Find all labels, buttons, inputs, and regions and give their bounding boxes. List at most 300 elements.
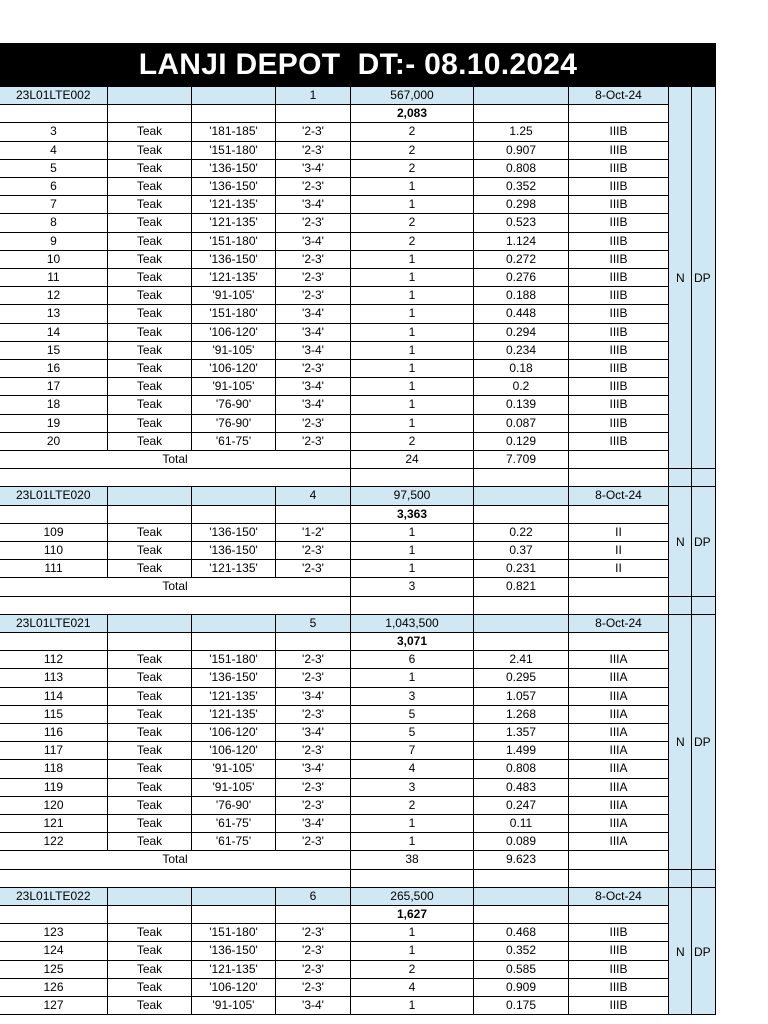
lot-price: 97,500 <box>351 487 474 505</box>
cell-volume: 0.352 <box>474 178 569 196</box>
lot-index: 1 <box>276 87 351 105</box>
cell-quality: IIIB <box>569 342 669 360</box>
cell-serial: 118 <box>0 760 108 778</box>
cell-pieces: 4 <box>351 760 474 778</box>
cell-serial: 127 <box>0 997 108 1015</box>
blank-cell <box>108 105 192 123</box>
cell-serial: 11 <box>0 269 108 287</box>
cell-pieces: 5 <box>351 706 474 724</box>
blank-cell <box>569 506 669 524</box>
cell-quality: IIIB <box>569 396 669 414</box>
table-row <box>0 924 716 942</box>
cell-girth-class: '136-150' <box>192 251 276 269</box>
cell-species: Teak <box>108 942 192 960</box>
cell-girth-class: '151-180' <box>192 924 276 942</box>
cell-volume: 0.18 <box>474 360 569 378</box>
cell-pieces: 2 <box>351 233 474 251</box>
cell-pieces: 1 <box>351 396 474 414</box>
cell-girth-class: '106-120' <box>192 742 276 760</box>
cell-serial: 14 <box>0 324 108 342</box>
cell-length-class: '1-2' <box>276 524 351 542</box>
total-row <box>0 851 716 869</box>
cell-length-class: '2-3' <box>276 269 351 287</box>
cell-species: Teak <box>108 833 192 851</box>
total-volume: 0.821 <box>474 578 569 596</box>
cell-species: Teak <box>108 360 192 378</box>
cell-quality: IIIB <box>569 233 669 251</box>
blank-cell <box>474 906 569 924</box>
table-row <box>0 233 716 251</box>
cell-serial: 12 <box>0 287 108 305</box>
cell-pieces: 1 <box>351 305 474 323</box>
cell-serial: 18 <box>0 396 108 414</box>
blank-cell <box>351 597 474 615</box>
side-dp-blank <box>692 469 716 487</box>
cell-length-class: '3-4' <box>276 378 351 396</box>
cell-serial: 115 <box>0 706 108 724</box>
rate-row <box>0 506 716 524</box>
total-label: Total <box>0 451 351 469</box>
blank-cell <box>108 906 192 924</box>
blank-cell <box>474 888 569 906</box>
table-row <box>0 797 716 815</box>
cell-pieces: 2 <box>351 797 474 815</box>
cell-serial: 19 <box>0 415 108 433</box>
blank-cell <box>474 633 569 651</box>
cell-quality: IIIA <box>569 706 669 724</box>
total-volume: 9.623 <box>474 851 569 869</box>
cell-species: Teak <box>108 378 192 396</box>
total-pieces: 3 <box>351 578 474 596</box>
table-row <box>0 415 716 433</box>
cell-girth-class: '151-180' <box>192 305 276 323</box>
cell-serial: 125 <box>0 961 108 979</box>
cell-pieces: 4 <box>351 979 474 997</box>
cell-species: Teak <box>108 779 192 797</box>
table-row <box>0 979 716 997</box>
rate-row <box>0 633 716 651</box>
cell-serial: 10 <box>0 251 108 269</box>
cell-quality: II <box>569 560 669 578</box>
cell-volume: 0.087 <box>474 415 569 433</box>
cell-species: Teak <box>108 396 192 414</box>
lot-number: 23L01LTE022 <box>0 888 108 906</box>
cell-pieces: 1 <box>351 542 474 560</box>
cell-species: Teak <box>108 924 192 942</box>
cell-pieces: 1 <box>351 997 474 1015</box>
lot-date: 8-Oct-24 <box>569 615 669 633</box>
lot-price: 1,043,500 <box>351 615 474 633</box>
table-row <box>0 560 716 578</box>
lot-number: 23L01LTE002 <box>0 87 108 105</box>
table-row <box>0 760 716 778</box>
blank-cell <box>474 469 569 487</box>
lot-rate: 3,071 <box>351 633 474 651</box>
cell-length-class: '2-3' <box>276 833 351 851</box>
cell-pieces: 1 <box>351 833 474 851</box>
cell-quality: IIIA <box>569 651 669 669</box>
table-row <box>0 178 716 196</box>
blank-cell <box>192 87 276 105</box>
rate-row <box>0 105 716 123</box>
cell-quality: IIIB <box>569 979 669 997</box>
total-row <box>0 451 716 469</box>
cell-pieces: 1 <box>351 524 474 542</box>
blank-cell <box>108 633 192 651</box>
blank-cell <box>108 487 192 505</box>
cell-pieces: 2 <box>351 160 474 178</box>
cell-girth-class: '61-75' <box>192 433 276 451</box>
cell-pieces: 1 <box>351 269 474 287</box>
cell-girth-class: '106-120' <box>192 979 276 997</box>
blank-cell <box>192 506 276 524</box>
cell-pieces: 1 <box>351 251 474 269</box>
cell-pieces: 2 <box>351 123 474 141</box>
cell-serial: 15 <box>0 342 108 360</box>
lot-date: 8-Oct-24 <box>569 87 669 105</box>
blank-cell <box>0 506 108 524</box>
total-pieces: 24 <box>351 451 474 469</box>
lot-index: 4 <box>276 487 351 505</box>
cell-serial: 7 <box>0 196 108 214</box>
blank-cell <box>569 851 669 869</box>
cell-volume: 0.247 <box>474 797 569 815</box>
blank-cell <box>569 105 669 123</box>
blank-cell <box>108 615 192 633</box>
cell-volume: 0.298 <box>474 196 569 214</box>
blank-cell <box>474 487 569 505</box>
cell-quality: IIIB <box>569 123 669 141</box>
cell-girth-class: '91-105' <box>192 760 276 778</box>
cell-length-class: '2-3' <box>276 542 351 560</box>
cell-pieces: 1 <box>351 669 474 687</box>
cell-species: Teak <box>108 997 192 1015</box>
cell-length-class: '3-4' <box>276 724 351 742</box>
cell-girth-class: '136-150' <box>192 524 276 542</box>
cell-girth-class: '136-150' <box>192 542 276 560</box>
cell-girth-class: '61-75' <box>192 815 276 833</box>
cell-length-class: '2-3' <box>276 669 351 687</box>
cell-girth-class: '151-180' <box>192 142 276 160</box>
lot-rate: 3,363 <box>351 506 474 524</box>
cell-quality: IIIB <box>569 942 669 960</box>
cell-length-class: '3-4' <box>276 324 351 342</box>
cell-girth-class: '76-90' <box>192 415 276 433</box>
cell-girth-class: '121-135' <box>192 196 276 214</box>
cell-length-class: '2-3' <box>276 651 351 669</box>
blank-cell <box>276 105 351 123</box>
cell-serial: 3 <box>0 123 108 141</box>
cell-girth-class: '181-185' <box>192 123 276 141</box>
cell-quality: IIIB <box>569 961 669 979</box>
cell-serial: 111 <box>0 560 108 578</box>
cell-pieces: 1 <box>351 342 474 360</box>
blank-cell <box>569 906 669 924</box>
cell-serial: 113 <box>0 669 108 687</box>
cell-volume: 0.089 <box>474 833 569 851</box>
cell-species: Teak <box>108 706 192 724</box>
cell-species: Teak <box>108 233 192 251</box>
blank-cell <box>351 870 474 888</box>
cell-pieces: 1 <box>351 415 474 433</box>
table-row <box>0 214 716 232</box>
cell-length-class: '2-3' <box>276 433 351 451</box>
cell-volume: 0.448 <box>474 305 569 323</box>
table-row <box>0 160 716 178</box>
blank-cell <box>0 597 351 615</box>
cell-volume: 0.272 <box>474 251 569 269</box>
cell-length-class: '2-3' <box>276 924 351 942</box>
blank-cell <box>474 87 569 105</box>
cell-species: Teak <box>108 433 192 451</box>
cell-species: Teak <box>108 123 192 141</box>
lot-price: 567,000 <box>351 87 474 105</box>
cell-length-class: '2-3' <box>276 214 351 232</box>
cell-pieces: 5 <box>351 724 474 742</box>
table-row <box>0 324 716 342</box>
cell-volume: 0.483 <box>474 779 569 797</box>
cell-length-class: '3-4' <box>276 997 351 1015</box>
cell-species: Teak <box>108 305 192 323</box>
blank-cell <box>569 870 669 888</box>
cell-serial: 20 <box>0 433 108 451</box>
blank-cell <box>474 597 569 615</box>
cell-girth-class: '136-150' <box>192 160 276 178</box>
blank-cell <box>108 888 192 906</box>
cell-volume: 0.129 <box>474 433 569 451</box>
cell-quality: IIIA <box>569 815 669 833</box>
cell-volume: 0.808 <box>474 760 569 778</box>
cell-pieces: 2 <box>351 961 474 979</box>
blank-cell <box>108 87 192 105</box>
cell-girth-class: '136-150' <box>192 669 276 687</box>
cell-species: Teak <box>108 688 192 706</box>
table-row <box>0 542 716 560</box>
cell-length-class: '2-3' <box>276 142 351 160</box>
cell-serial: 120 <box>0 797 108 815</box>
blank-cell <box>474 506 569 524</box>
cell-quality: IIIB <box>569 433 669 451</box>
cell-species: Teak <box>108 797 192 815</box>
cell-length-class: '2-3' <box>276 779 351 797</box>
cell-girth-class: '91-105' <box>192 779 276 797</box>
cell-pieces: 1 <box>351 287 474 305</box>
cell-species: Teak <box>108 724 192 742</box>
cell-length-class: '2-3' <box>276 287 351 305</box>
lot-index: 5 <box>276 615 351 633</box>
cell-quality: IIIB <box>569 287 669 305</box>
table-row <box>0 724 716 742</box>
cell-serial: 123 <box>0 924 108 942</box>
cell-species: Teak <box>108 560 192 578</box>
table-row <box>0 305 716 323</box>
cell-pieces: 7 <box>351 742 474 760</box>
blank-cell <box>569 633 669 651</box>
cell-pieces: 6 <box>351 651 474 669</box>
cell-quality: IIIA <box>569 669 669 687</box>
cell-serial: 117 <box>0 742 108 760</box>
table-row <box>0 396 716 414</box>
cell-pieces: 1 <box>351 360 474 378</box>
lot-header-row <box>0 888 716 906</box>
cell-species: Teak <box>108 742 192 760</box>
cell-quality: IIIB <box>569 142 669 160</box>
cell-volume: 0.585 <box>474 961 569 979</box>
cell-pieces: 3 <box>351 688 474 706</box>
cell-length-class: '3-4' <box>276 396 351 414</box>
side-dp-blank <box>692 870 716 888</box>
blank-cell <box>192 633 276 651</box>
cell-quality: IIIB <box>569 305 669 323</box>
cell-serial: 109 <box>0 524 108 542</box>
cell-species: Teak <box>108 524 192 542</box>
cell-volume: 0.294 <box>474 324 569 342</box>
cell-length-class: '3-4' <box>276 760 351 778</box>
cell-quality: IIIB <box>569 251 669 269</box>
cell-species: Teak <box>108 160 192 178</box>
cell-girth-class: '121-135' <box>192 688 276 706</box>
page-title: LANJI DEPOT DT:- 08.10.2024 <box>0 43 716 87</box>
table-row <box>0 997 716 1015</box>
table-row <box>0 651 716 669</box>
cell-quality: IIIA <box>569 779 669 797</box>
cell-species: Teak <box>108 415 192 433</box>
cell-volume: 1.25 <box>474 123 569 141</box>
blank-cell <box>351 469 474 487</box>
cell-species: Teak <box>108 196 192 214</box>
cell-serial: 116 <box>0 724 108 742</box>
cell-length-class: '2-3' <box>276 360 351 378</box>
cell-species: Teak <box>108 979 192 997</box>
cell-length-class: '3-4' <box>276 196 351 214</box>
lot-index: 6 <box>276 888 351 906</box>
total-row <box>0 578 716 596</box>
table-row <box>0 142 716 160</box>
cell-girth-class: '91-105' <box>192 997 276 1015</box>
cell-quality: IIIA <box>569 833 669 851</box>
cell-serial: 13 <box>0 305 108 323</box>
cell-species: Teak <box>108 178 192 196</box>
cell-pieces: 1 <box>351 942 474 960</box>
cell-quality: II <box>569 542 669 560</box>
table-row <box>0 961 716 979</box>
blank-cell <box>192 105 276 123</box>
cell-quality: IIIA <box>569 797 669 815</box>
cell-quality: IIIB <box>569 324 669 342</box>
lot-number: 23L01LTE021 <box>0 615 108 633</box>
total-label: Total <box>0 578 351 596</box>
cell-girth-class: '121-135' <box>192 961 276 979</box>
side-n-label: N <box>676 535 685 549</box>
cell-quality: IIIB <box>569 415 669 433</box>
table-row <box>0 196 716 214</box>
cell-species: Teak <box>108 542 192 560</box>
blank-cell <box>0 633 108 651</box>
cell-length-class: '2-3' <box>276 706 351 724</box>
cell-serial: 110 <box>0 542 108 560</box>
total-label: Total <box>0 851 351 869</box>
blank-cell <box>0 906 108 924</box>
side-dp-label: DP <box>694 944 711 959</box>
cell-serial: 8 <box>0 214 108 232</box>
cell-species: Teak <box>108 324 192 342</box>
table-row <box>0 815 716 833</box>
blank-cell <box>192 615 276 633</box>
table-row <box>0 287 716 305</box>
blank-cell <box>192 487 276 505</box>
cell-length-class: '2-3' <box>276 961 351 979</box>
cell-volume: 0.352 <box>474 942 569 960</box>
total-volume: 7.709 <box>474 451 569 469</box>
lot-number: 23L01LTE020 <box>0 487 108 505</box>
cell-species: Teak <box>108 251 192 269</box>
table-row <box>0 524 716 542</box>
lot-date: 8-Oct-24 <box>569 487 669 505</box>
cell-serial: 124 <box>0 942 108 960</box>
side-n-blank <box>669 597 692 615</box>
side-n-blank <box>669 870 692 888</box>
table-row <box>0 433 716 451</box>
cell-length-class: '2-3' <box>276 742 351 760</box>
cell-quality: IIIB <box>569 997 669 1015</box>
cell-girth-class: '121-135' <box>192 269 276 287</box>
cell-species: Teak <box>108 760 192 778</box>
cell-quality: IIIB <box>569 178 669 196</box>
cell-length-class: '3-4' <box>276 305 351 323</box>
blank-cell <box>108 506 192 524</box>
cell-serial: 122 <box>0 833 108 851</box>
cell-serial: 114 <box>0 688 108 706</box>
side-n-label: N <box>676 944 685 959</box>
cell-girth-class: '91-105' <box>192 342 276 360</box>
cell-pieces: 1 <box>351 560 474 578</box>
blank-cell <box>474 870 569 888</box>
cell-length-class: '3-4' <box>276 688 351 706</box>
cell-volume: 0.11 <box>474 815 569 833</box>
blank-cell <box>0 469 351 487</box>
separator-row <box>0 597 716 615</box>
cell-species: Teak <box>108 651 192 669</box>
cell-girth-class: '76-90' <box>192 396 276 414</box>
cell-quality: IIIA <box>569 688 669 706</box>
cell-quality: II <box>569 524 669 542</box>
cell-girth-class: '136-150' <box>192 942 276 960</box>
cell-pieces: 1 <box>351 378 474 396</box>
cell-quality: IIIB <box>569 196 669 214</box>
side-n-label: N <box>676 271 685 286</box>
cell-quality: IIIA <box>569 724 669 742</box>
cell-length-class: '2-3' <box>276 942 351 960</box>
blank-cell <box>0 870 351 888</box>
cell-quality: IIIA <box>569 760 669 778</box>
cell-serial: 6 <box>0 178 108 196</box>
cell-pieces: 2 <box>351 433 474 451</box>
table-row <box>0 378 716 396</box>
cell-serial: 119 <box>0 779 108 797</box>
table-row <box>0 742 716 760</box>
cell-length-class: '3-4' <box>276 160 351 178</box>
cell-species: Teak <box>108 142 192 160</box>
cell-quality: IIIB <box>569 214 669 232</box>
blank-cell <box>192 906 276 924</box>
cell-volume: 0.231 <box>474 560 569 578</box>
table-row <box>0 706 716 724</box>
side-dp-label: DP <box>694 735 711 750</box>
cell-girth-class: '76-90' <box>192 797 276 815</box>
table-row <box>0 942 716 960</box>
cell-pieces: 1 <box>351 196 474 214</box>
cell-volume: 0.909 <box>474 979 569 997</box>
